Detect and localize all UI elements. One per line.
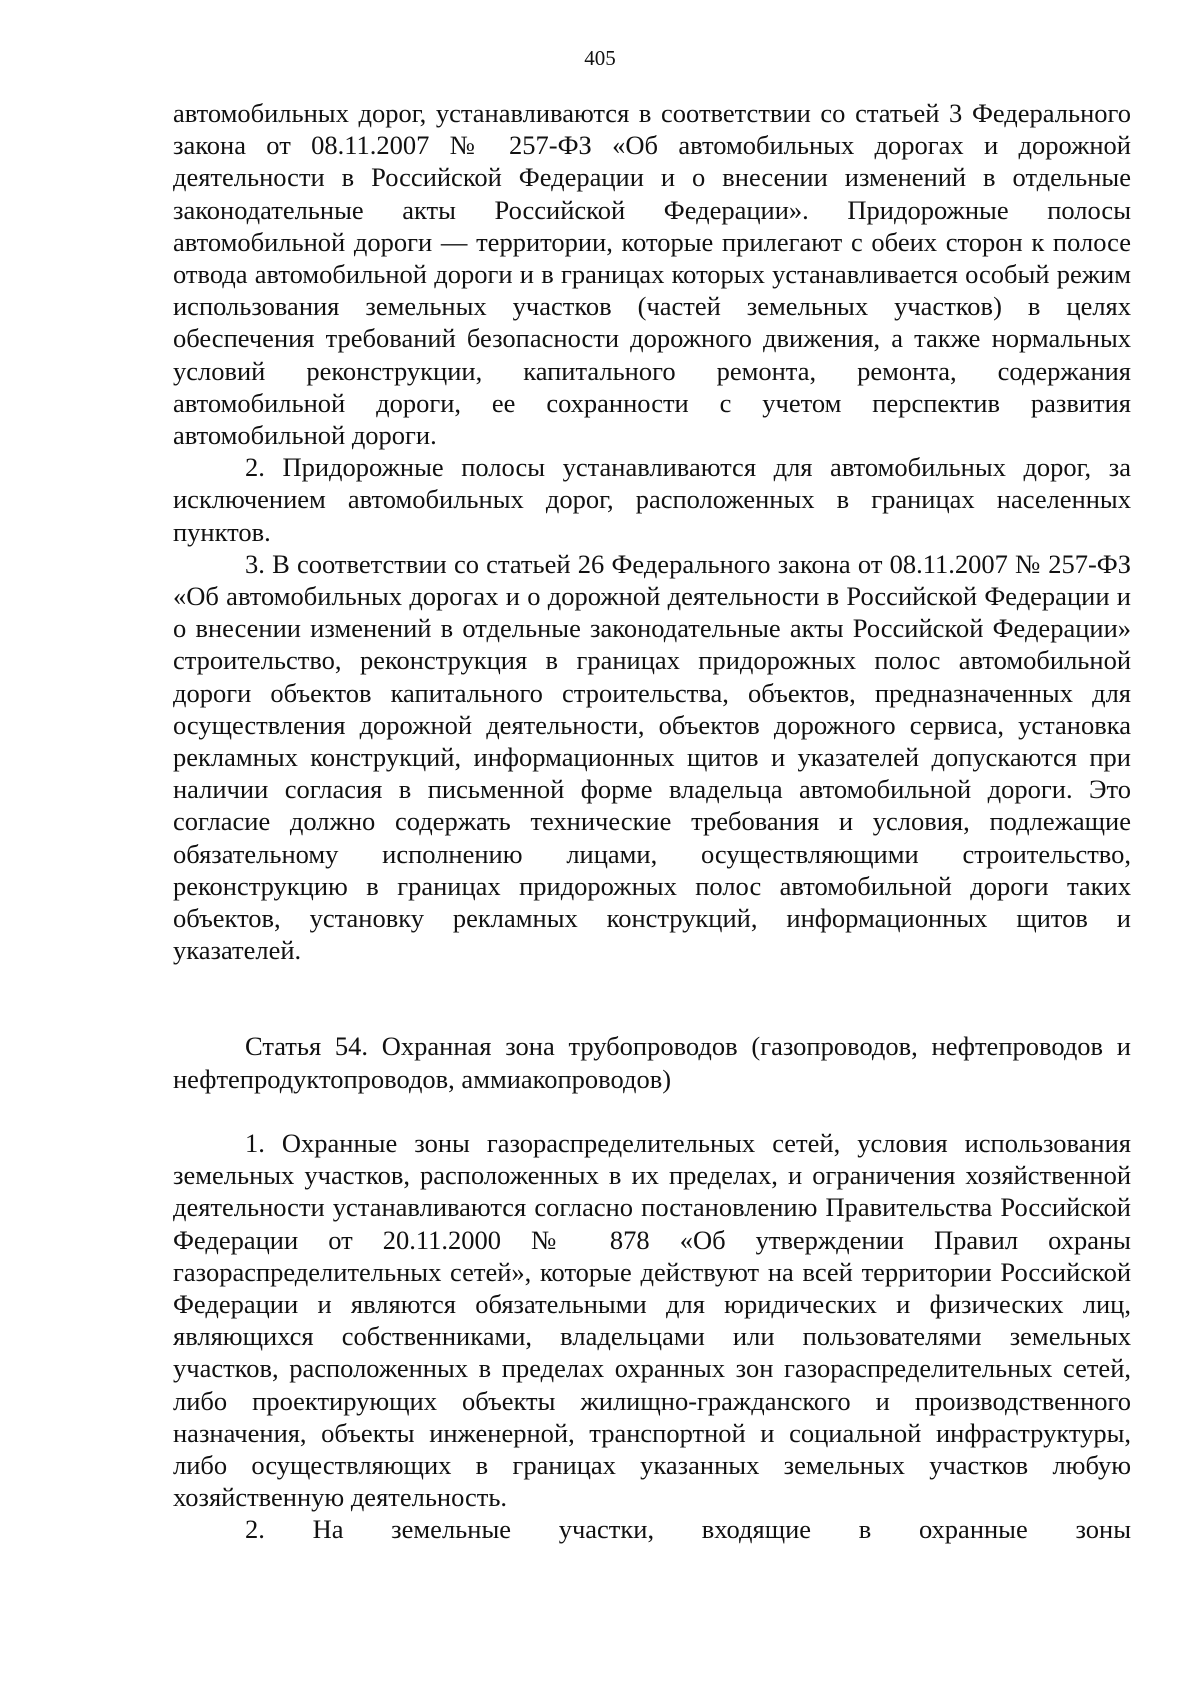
paragraph-item-2: 2. Придорожные полосы устанавливаются для автомобильных дорог, за исключением автомобильных дорог, расположенных в границах населенных пунктов.: [173, 452, 1131, 547]
page-number: 405: [584, 46, 616, 70]
document-body: [173, 97, 1131, 1546]
paragraph-item-3: 3. В соответствии со статьей 26 Федерального закона от 08.11.2007 № 257-ФЗ «Об автомобильных дорогах и о дорожной деятельности в Российской Федерации и о внесении изменений в отдельные законодательные акты Российской Федерации» строительство, реконструкция в границах придорожных полос автомобильной дороги объектов капитального строительства, объектов, предназначенных для осуществления дорожной деятельности, объектов дорожного сервиса, установка рекламных конструкций, информационных щитов и указателей допускаются при наличии согласия в письменной форме владельца автомобильной дороги. Это согласие должно содержать технические требования и условия, подлежащие обязательному исполнению лицами, осуществляющими строительство, реконструкцию в границах придорожных полос автомобильной дороги таких объектов, установку рекламных конструкций, информационных щитов и указателей.: [173, 548, 1131, 966]
section-spacer: [173, 966, 1131, 1030]
article-heading: Статья 54. Охранная зона трубопроводов (газопроводов, нефтепроводов и нефтепродуктопроводов, аммиакопроводов): [173, 1031, 1131, 1094]
article-paragraph-item-2: 2. На земельные участки, входящие в охранные зоны: [245, 1514, 1131, 1545]
paragraph-continuation: автомобильных дорог, устанавливаются в соответствии со статьей 3 Федерального закона от 08.11.2007 № 257-ФЗ «Об автомобильных дорогах и дорожной деятельности в Российской Федерации и о внесении изменений в отдельные законодательные акты Российской Федерации». Придорожные полосы автомобильной дороги — территории, которые прилегают с обеих сторон к полосе отвода автомобильной дороги и в границах которых устанавливается особый режим использования земельных участков (частей земельных участков) в целях обеспечения требований безопасности дорожного движения, а также нормальных условий реконструкции, капитального ремонта, ремонта, содержания автомобильной дороги, ее сохранности с учетом перспектив развития автомобильной дороги.: [173, 98, 1131, 451]
heading-spacer: [173, 1095, 1131, 1127]
article-paragraph-item-1: 1. Охранные зоны газораспределительных сетей, условия использования земельных участков, расположенных в их пределах, и ограничения хозяйственной деятельности устанавливаются согласно постановлению Правительства Российской Федерации от 20.11.2000 № 878 «Об утверждении Правил охраны газораспределительных сетей», которые действуют на всей территории Российской Федерации и являются обязательными для юридических и физических лиц, являющихся собственниками, владельцами или пользователями земельных участков, расположенных в пределах охранных зон газораспределительных сетей, либо проектирующих объекты жилищно-гражданского и производственного назначения, объекты инженерной, транспортной и социальной инфраструктуры, либо осуществляющих в границах указанных земельных участков любую хозяйственную деятельность.: [173, 1127, 1131, 1513]
